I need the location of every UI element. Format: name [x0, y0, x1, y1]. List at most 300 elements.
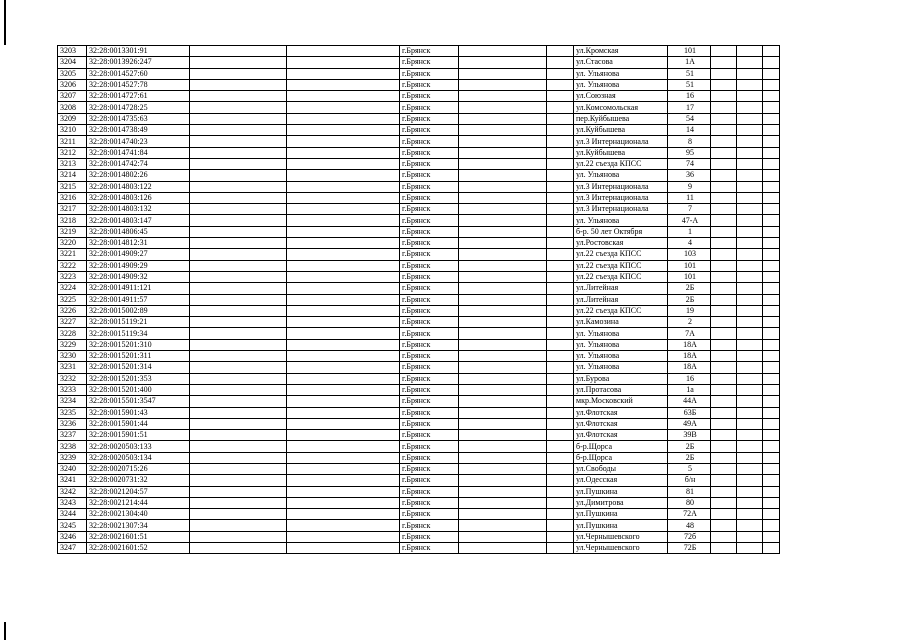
street-cell: пер.Куйбышева: [574, 113, 668, 124]
empty-cell: [737, 305, 763, 316]
empty-cell: [763, 407, 780, 418]
empty-cell: [287, 91, 400, 102]
street-cell: ул.Кромская: [574, 46, 668, 57]
street-cell: ул.22 съезда КПСС: [574, 260, 668, 271]
empty-cell: [737, 226, 763, 237]
house-number-cell: 18А: [668, 339, 711, 350]
street-cell: ул.Комсомольская: [574, 102, 668, 113]
empty-cell: [459, 339, 547, 350]
cadastral-number-cell: 32:28:0015002:89: [87, 305, 190, 316]
empty-cell: [459, 57, 547, 68]
empty-cell: [287, 57, 400, 68]
empty-cell: [459, 147, 547, 158]
empty-cell: [190, 351, 287, 362]
row-number-cell: 3247: [58, 543, 87, 554]
table-row: [58, 396, 780, 407]
empty-cell: [763, 79, 780, 90]
house-number-cell: 74: [668, 158, 711, 169]
empty-cell: [459, 328, 547, 339]
empty-cell: [287, 238, 400, 249]
cadastral-number-cell: 32:28:0015201:310: [87, 339, 190, 350]
row-number-cell: 3232: [58, 373, 87, 384]
table-row: [58, 170, 780, 181]
empty-cell: [711, 147, 737, 158]
empty-cell: [459, 192, 547, 203]
row-number-cell: 3226: [58, 305, 87, 316]
table-row: [58, 283, 780, 294]
street-cell: ул.Пушкина: [574, 520, 668, 531]
empty-cell: [287, 317, 400, 328]
empty-cell: [190, 475, 287, 486]
city-cell: г.Брянск: [400, 317, 459, 328]
city-cell: г.Брянск: [400, 339, 459, 350]
cadastral-number-cell: 32:28:0015501:3547: [87, 396, 190, 407]
empty-cell: [459, 226, 547, 237]
city-cell: г.Брянск: [400, 102, 459, 113]
cadastral-number-cell: 32:28:0015201:353: [87, 373, 190, 384]
empty-cell: [459, 158, 547, 169]
cadastral-number-cell: 32:28:0014802:26: [87, 170, 190, 181]
table-row: [58, 57, 780, 68]
empty-cell: [190, 136, 287, 147]
house-number-cell: 36: [668, 170, 711, 181]
empty-cell: [737, 249, 763, 260]
table-row: [58, 204, 780, 215]
street-cell: ул.3 Интернационала: [574, 192, 668, 203]
empty-cell: [763, 543, 780, 554]
house-number-cell: 81: [668, 486, 711, 497]
empty-cell: [287, 362, 400, 373]
empty-cell: [737, 531, 763, 542]
empty-cell: [459, 260, 547, 271]
street-cell: ул.3 Интернационала: [574, 136, 668, 147]
row-number-cell: 3220: [58, 238, 87, 249]
empty-cell: [190, 249, 287, 260]
empty-cell: [711, 351, 737, 362]
empty-cell: [711, 57, 737, 68]
house-number-cell: 2Б: [668, 294, 711, 305]
empty-cell: [287, 418, 400, 429]
empty-cell: [763, 384, 780, 395]
empty-cell: [190, 79, 287, 90]
cadastral-number-cell: 32:28:0014742:74: [87, 158, 190, 169]
empty-cell: [737, 181, 763, 192]
empty-cell: [459, 136, 547, 147]
empty-cell: [737, 509, 763, 520]
empty-cell: [737, 351, 763, 362]
house-number-cell: 19: [668, 305, 711, 316]
street-cell: ул.3 Интернационала: [574, 204, 668, 215]
street-cell: ул.Ростовская: [574, 238, 668, 249]
city-cell: г.Брянск: [400, 328, 459, 339]
empty-cell: [190, 543, 287, 554]
row-number-cell: 3241: [58, 475, 87, 486]
cadastral-number-cell: 32:28:0013301:91: [87, 46, 190, 57]
city-cell: г.Брянск: [400, 531, 459, 542]
table-row: [58, 373, 780, 384]
empty-cell: [763, 102, 780, 113]
empty-cell: [459, 497, 547, 508]
house-number-cell: 44А: [668, 396, 711, 407]
row-number-cell: 3233: [58, 384, 87, 395]
empty-cell: [287, 204, 400, 215]
street-cell: ул.Протасова: [574, 384, 668, 395]
city-cell: г.Брянск: [400, 497, 459, 508]
house-number-cell: 2Б: [668, 283, 711, 294]
cadastral-number-cell: 32:28:0014803:132: [87, 204, 190, 215]
house-number-cell: 18А: [668, 351, 711, 362]
empty-cell: [711, 136, 737, 147]
empty-cell: [737, 339, 763, 350]
margin-mark: [4, 622, 6, 640]
empty-cell: [547, 305, 574, 316]
empty-cell: [190, 260, 287, 271]
empty-cell: [737, 192, 763, 203]
house-number-cell: 2Б: [668, 452, 711, 463]
empty-cell: [190, 204, 287, 215]
empty-cell: [459, 181, 547, 192]
street-cell: ул.Пушкина: [574, 509, 668, 520]
empty-cell: [737, 125, 763, 136]
empty-cell: [287, 328, 400, 339]
empty-cell: [190, 362, 287, 373]
empty-cell: [459, 452, 547, 463]
row-number-cell: 3228: [58, 328, 87, 339]
empty-cell: [763, 260, 780, 271]
empty-cell: [547, 91, 574, 102]
row-number-cell: 3229: [58, 339, 87, 350]
empty-cell: [190, 181, 287, 192]
empty-cell: [459, 543, 547, 554]
city-cell: г.Брянск: [400, 294, 459, 305]
table-row: [58, 407, 780, 418]
empty-cell: [711, 260, 737, 271]
empty-cell: [287, 113, 400, 124]
cadastral-number-cell: 32:28:0014911:121: [87, 283, 190, 294]
empty-cell: [763, 452, 780, 463]
empty-cell: [763, 305, 780, 316]
table-row: [58, 249, 780, 260]
empty-cell: [287, 441, 400, 452]
empty-cell: [190, 407, 287, 418]
empty-cell: [459, 271, 547, 282]
empty-cell: [547, 520, 574, 531]
city-cell: г.Брянск: [400, 68, 459, 79]
house-number-cell: 80: [668, 497, 711, 508]
empty-cell: [763, 294, 780, 305]
empty-cell: [287, 497, 400, 508]
row-number-cell: 3240: [58, 463, 87, 474]
house-number-cell: 7А: [668, 328, 711, 339]
empty-cell: [287, 407, 400, 418]
empty-cell: [190, 305, 287, 316]
empty-cell: [287, 294, 400, 305]
margin-mark: [4, 0, 6, 45]
empty-cell: [711, 396, 737, 407]
empty-cell: [287, 351, 400, 362]
empty-cell: [459, 351, 547, 362]
empty-cell: [763, 328, 780, 339]
empty-cell: [459, 125, 547, 136]
empty-cell: [547, 294, 574, 305]
empty-cell: [711, 531, 737, 542]
row-number-cell: 3222: [58, 260, 87, 271]
city-cell: г.Брянск: [400, 351, 459, 362]
empty-cell: [547, 351, 574, 362]
empty-cell: [459, 249, 547, 260]
empty-cell: [711, 317, 737, 328]
empty-cell: [737, 79, 763, 90]
cadastral-number-cell: 32:28:0021307:34: [87, 520, 190, 531]
house-number-cell: 54: [668, 113, 711, 124]
city-cell: г.Брянск: [400, 418, 459, 429]
cadastral-number-cell: 32:28:0014738:49: [87, 125, 190, 136]
cadastral-number-cell: 32:28:0013926:247: [87, 57, 190, 68]
empty-cell: [190, 339, 287, 350]
city-cell: г.Брянск: [400, 204, 459, 215]
street-cell: ул.22 съезда КПСС: [574, 158, 668, 169]
street-cell: ул.Литейная: [574, 283, 668, 294]
empty-cell: [190, 317, 287, 328]
empty-cell: [547, 384, 574, 395]
empty-cell: [737, 396, 763, 407]
table-row: [58, 305, 780, 316]
empty-cell: [547, 181, 574, 192]
empty-cell: [459, 170, 547, 181]
empty-cell: [287, 384, 400, 395]
house-number-cell: 39В: [668, 430, 711, 441]
house-number-cell: б/н: [668, 475, 711, 486]
empty-cell: [737, 204, 763, 215]
empty-cell: [711, 463, 737, 474]
empty-cell: [287, 271, 400, 282]
empty-cell: [547, 226, 574, 237]
empty-cell: [287, 68, 400, 79]
empty-cell: [190, 396, 287, 407]
row-number-cell: 3204: [58, 57, 87, 68]
city-cell: г.Брянск: [400, 91, 459, 102]
city-cell: г.Брянск: [400, 384, 459, 395]
empty-cell: [763, 509, 780, 520]
empty-cell: [711, 497, 737, 508]
cadastral-number-cell: 32:28:0015201:311: [87, 351, 190, 362]
house-number-cell: 72б: [668, 531, 711, 542]
empty-cell: [763, 158, 780, 169]
street-cell: ул. Ульянова: [574, 68, 668, 79]
empty-cell: [547, 373, 574, 384]
empty-cell: [190, 463, 287, 474]
empty-cell: [737, 441, 763, 452]
city-cell: г.Брянск: [400, 305, 459, 316]
cadastral-number-cell: 32:28:0014909:29: [87, 260, 190, 271]
empty-cell: [287, 509, 400, 520]
empty-cell: [190, 215, 287, 226]
empty-cell: [737, 543, 763, 554]
empty-cell: [287, 520, 400, 531]
city-cell: г.Брянск: [400, 283, 459, 294]
table-row: [58, 441, 780, 452]
street-cell: ул.3 Интернационала: [574, 181, 668, 192]
house-number-cell: 95: [668, 147, 711, 158]
empty-cell: [763, 351, 780, 362]
empty-cell: [711, 204, 737, 215]
table-row: [58, 339, 780, 350]
empty-cell: [287, 136, 400, 147]
empty-cell: [547, 407, 574, 418]
street-cell: ул. Ульянова: [574, 79, 668, 90]
empty-cell: [711, 226, 737, 237]
empty-cell: [547, 418, 574, 429]
empty-cell: [547, 362, 574, 373]
empty-cell: [711, 486, 737, 497]
empty-cell: [763, 147, 780, 158]
empty-cell: [547, 317, 574, 328]
table-row: [58, 136, 780, 147]
city-cell: г.Брянск: [400, 463, 459, 474]
row-number-cell: 3216: [58, 192, 87, 203]
table-row: [58, 384, 780, 395]
empty-cell: [287, 147, 400, 158]
empty-cell: [763, 497, 780, 508]
cadastral-number-cell: 32:28:0015119:21: [87, 317, 190, 328]
empty-cell: [737, 463, 763, 474]
cadastral-number-cell: 32:28:0021304:40: [87, 509, 190, 520]
empty-cell: [763, 520, 780, 531]
empty-cell: [763, 57, 780, 68]
empty-cell: [547, 486, 574, 497]
empty-cell: [763, 271, 780, 282]
empty-cell: [190, 238, 287, 249]
empty-cell: [737, 328, 763, 339]
empty-cell: [287, 486, 400, 497]
empty-cell: [287, 339, 400, 350]
empty-cell: [287, 215, 400, 226]
cadastral-number-cell: 32:28:0014909:32: [87, 271, 190, 282]
empty-cell: [737, 271, 763, 282]
street-cell: ул.Союзная: [574, 91, 668, 102]
table-row: [58, 215, 780, 226]
table-body: [58, 46, 780, 554]
empty-cell: [737, 373, 763, 384]
table-row: [58, 46, 780, 57]
table-row: [58, 181, 780, 192]
empty-cell: [190, 147, 287, 158]
table-row: [58, 430, 780, 441]
empty-cell: [763, 68, 780, 79]
city-cell: г.Брянск: [400, 407, 459, 418]
house-number-cell: 16: [668, 91, 711, 102]
street-cell: ул.Камозина: [574, 317, 668, 328]
empty-cell: [763, 226, 780, 237]
cadastral-number-cell: 32:28:0021214:44: [87, 497, 190, 508]
empty-cell: [737, 136, 763, 147]
empty-cell: [287, 102, 400, 113]
city-cell: г.Брянск: [400, 113, 459, 124]
property-register-table: [57, 45, 780, 554]
empty-cell: [459, 238, 547, 249]
city-cell: г.Брянск: [400, 396, 459, 407]
empty-cell: [459, 441, 547, 452]
empty-cell: [459, 215, 547, 226]
empty-cell: [763, 396, 780, 407]
empty-cell: [459, 102, 547, 113]
empty-cell: [287, 181, 400, 192]
city-cell: г.Брянск: [400, 543, 459, 554]
city-cell: г.Брянск: [400, 215, 459, 226]
empty-cell: [190, 328, 287, 339]
row-number-cell: 3218: [58, 215, 87, 226]
empty-cell: [547, 204, 574, 215]
empty-cell: [190, 271, 287, 282]
empty-cell: [763, 362, 780, 373]
empty-cell: [190, 373, 287, 384]
row-number-cell: 3207: [58, 91, 87, 102]
empty-cell: [737, 57, 763, 68]
empty-cell: [737, 294, 763, 305]
empty-cell: [287, 79, 400, 90]
row-number-cell: 3211: [58, 136, 87, 147]
empty-cell: [547, 260, 574, 271]
street-cell: ул. Ульянова: [574, 170, 668, 181]
street-cell: б-р.Щорса: [574, 441, 668, 452]
empty-cell: [711, 520, 737, 531]
empty-cell: [737, 102, 763, 113]
street-cell: ул.Бурова: [574, 373, 668, 384]
house-number-cell: 47-А: [668, 215, 711, 226]
empty-cell: [711, 215, 737, 226]
cadastral-number-cell: 32:28:0014911:57: [87, 294, 190, 305]
empty-cell: [190, 170, 287, 181]
street-cell: ул.Димитрова: [574, 497, 668, 508]
empty-cell: [737, 91, 763, 102]
empty-cell: [737, 475, 763, 486]
street-cell: ул.Чернышевского: [574, 543, 668, 554]
street-cell: мкр.Московский: [574, 396, 668, 407]
table-row: [58, 418, 780, 429]
empty-cell: [737, 46, 763, 57]
empty-cell: [547, 396, 574, 407]
row-number-cell: 3223: [58, 271, 87, 282]
empty-cell: [459, 305, 547, 316]
empty-cell: [547, 102, 574, 113]
empty-cell: [190, 509, 287, 520]
city-cell: г.Брянск: [400, 373, 459, 384]
empty-cell: [763, 418, 780, 429]
empty-cell: [287, 396, 400, 407]
empty-cell: [711, 543, 737, 554]
empty-cell: [711, 249, 737, 260]
city-cell: г.Брянск: [400, 170, 459, 181]
empty-cell: [763, 113, 780, 124]
empty-cell: [711, 170, 737, 181]
house-number-cell: 5: [668, 463, 711, 474]
empty-cell: [547, 463, 574, 474]
empty-cell: [711, 181, 737, 192]
table-row: [58, 475, 780, 486]
empty-cell: [287, 170, 400, 181]
street-cell: ул. Ульянова: [574, 351, 668, 362]
empty-cell: [459, 91, 547, 102]
empty-cell: [547, 125, 574, 136]
empty-cell: [190, 68, 287, 79]
row-number-cell: 3239: [58, 452, 87, 463]
house-number-cell: 2: [668, 317, 711, 328]
row-number-cell: 3237: [58, 430, 87, 441]
table-row: [58, 531, 780, 542]
house-number-cell: 51: [668, 68, 711, 79]
city-cell: г.Брянск: [400, 125, 459, 136]
cadastral-number-cell: 32:28:0015201:400: [87, 384, 190, 395]
